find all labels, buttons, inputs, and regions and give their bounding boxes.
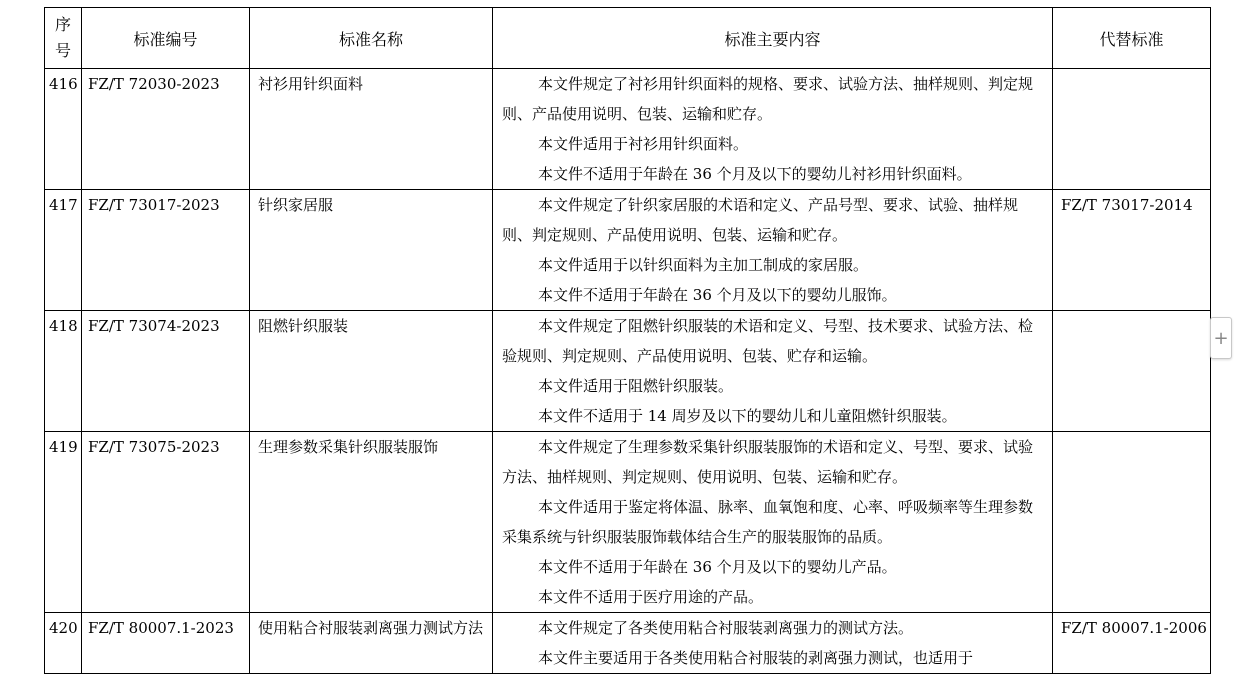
standards-table (44, 7, 1211, 674)
row-code: FZ/T 73075-2023 (82, 432, 250, 613)
row-replaces: FZ/T 73017-2014 (1053, 190, 1211, 311)
table-row (45, 190, 1211, 311)
header-name: 标准名称 (250, 8, 493, 69)
table-row (45, 613, 1211, 674)
header-replaces: 代替标准 (1053, 8, 1211, 69)
add-row-button[interactable] (1210, 317, 1232, 359)
header-seq (45, 8, 82, 69)
row-seq: 418 (45, 311, 82, 432)
row-content (493, 613, 1053, 674)
row-seq: 416 (45, 69, 82, 190)
row-content (493, 69, 1053, 190)
row-replaces (1053, 69, 1211, 190)
row-seq: 419 (45, 432, 82, 613)
content-paragraph: 本文件规定了针织家居服的术语和定义、产品号型、要求、试验、抽样规则、判定规则、产品使用说明、包装、运输和贮存。 (502, 196, 1019, 244)
content-paragraph: 本文件不适用于医疗用途的产品。 (538, 588, 764, 606)
row-name: 针织家居服 (250, 190, 493, 311)
row-replaces: FZ/T 80007.1-2006 (1053, 613, 1211, 674)
content-paragraph: 本文件规定了阻燃针织服装的术语和定义、号型、技术要求、试验方法、检验规则、判定规则、产品使用说明、包装、贮存和运输。 (502, 317, 1034, 365)
header-seq-line2: 号 (54, 41, 71, 60)
content-paragraph: 本文件适用于衬衫用针织面料。 (538, 135, 749, 153)
content-paragraph: 本文件不适用于 14 周岁及以下的婴幼儿和儿童阻燃针织服装。 (538, 407, 957, 425)
table-header-row (45, 8, 1211, 69)
row-code: FZ/T 73074-2023 (82, 311, 250, 432)
content-paragraph: 本文件不适用于年龄在 36 个月及以下的婴幼儿衬衫用针织面料。 (538, 165, 972, 183)
content-paragraph: 本文件不适用于年龄在 36 个月及以下的婴幼儿产品。 (538, 558, 897, 576)
row-code: FZ/T 80007.1-2023 (82, 613, 250, 674)
row-name: 使用粘合衬服装剥离强力测试方法 (250, 613, 493, 674)
table-row (45, 311, 1211, 432)
content-paragraph: 本文件适用于以针织面料为主加工制成的家居服。 (538, 256, 869, 274)
row-replaces (1053, 311, 1211, 432)
content-paragraph: 本文件适用于鉴定将体温、脉率、血氧饱和度、心率、呼吸频率等生理参数采集系统与针织服装服饰载体结合生产的服装服饰的品质。 (502, 498, 1034, 546)
row-content (493, 311, 1053, 432)
content-paragraph: 本文件主要适用于各类使用粘合衬服装的剥离强力测试，也适用于 (538, 649, 974, 667)
row-replaces (1053, 432, 1211, 613)
content-paragraph: 本文件规定了各类使用粘合衬服装剥离强力的测试方法。 (538, 619, 914, 637)
row-seq: 420 (45, 613, 82, 674)
table-row (45, 432, 1211, 613)
content-paragraph: 本文件不适用于年龄在 36 个月及以下的婴幼儿服饰。 (538, 286, 897, 304)
row-code: FZ/T 72030-2023 (82, 69, 250, 190)
content-paragraph: 本文件适用于阻燃针织服装。 (538, 377, 734, 395)
content-paragraph: 本文件规定了衬衫用针织面料的规格、要求、试验方法、抽样规则、判定规则、产品使用说明、包装、运输和贮存。 (502, 75, 1034, 123)
content-paragraph: 本文件规定了生理参数采集针织服装服饰的术语和定义、号型、要求、试验方法、抽样规则、判定规则、使用说明、包装、运输和贮存。 (502, 438, 1034, 486)
header-seq-line1: 序 (54, 15, 71, 34)
row-content (493, 432, 1053, 613)
plus-icon: + (1213, 327, 1229, 349)
row-name: 衬衫用针织面料 (250, 69, 493, 190)
header-content: 标准主要内容 (493, 8, 1053, 69)
row-seq: 417 (45, 190, 82, 311)
row-name: 生理参数采集针织服装服饰 (250, 432, 493, 613)
row-name: 阻燃针织服装 (250, 311, 493, 432)
table-row (45, 69, 1211, 190)
header-code: 标准编号 (82, 8, 250, 69)
row-content (493, 190, 1053, 311)
row-code: FZ/T 73017-2023 (82, 190, 250, 311)
